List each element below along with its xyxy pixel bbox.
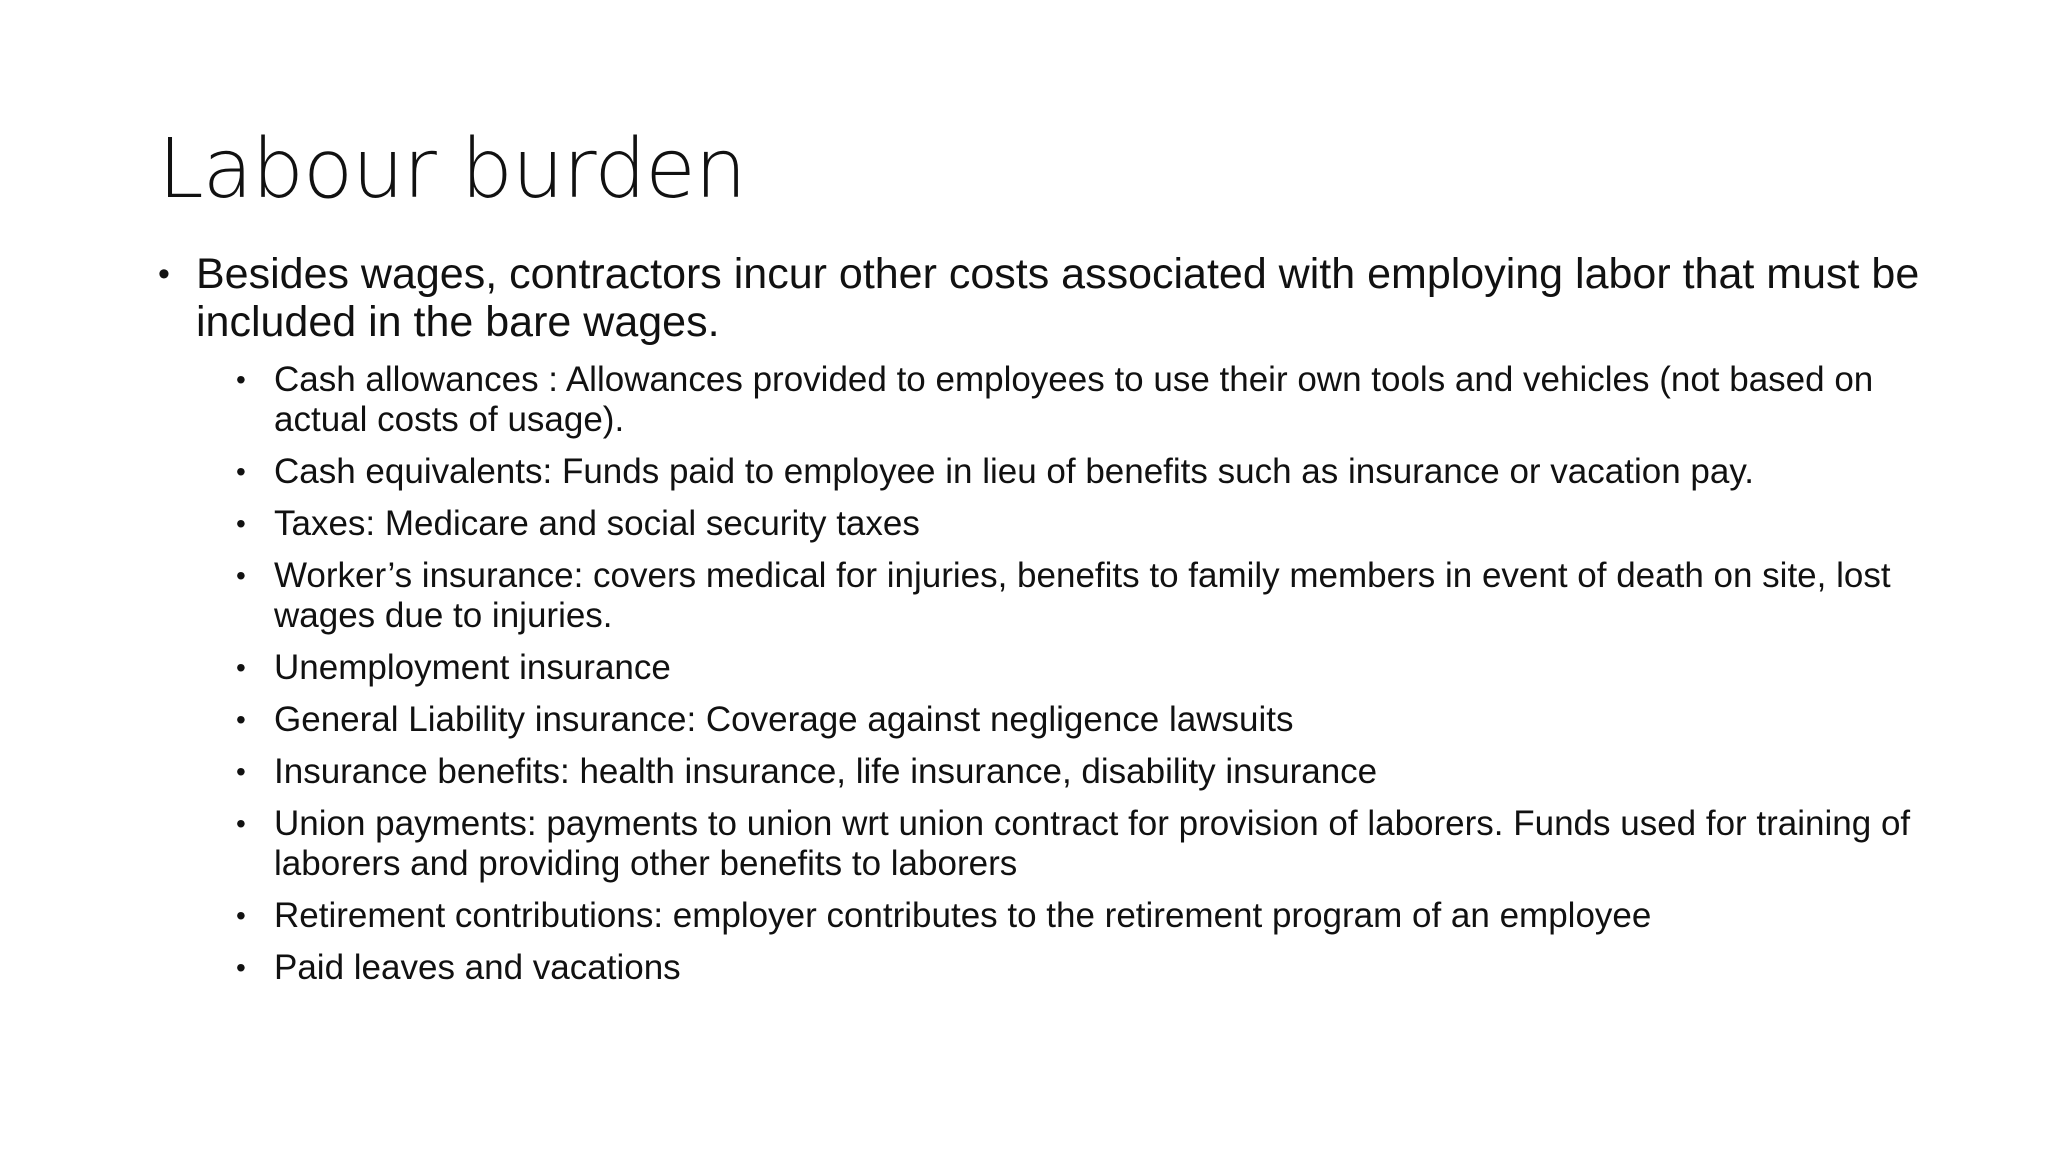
bullet-icon: • (236, 652, 246, 683)
slide-content (158, 250, 1968, 1000)
bullet-icon: • (236, 756, 246, 787)
slide-title: Labour burden (158, 122, 746, 217)
sub-bullet-item (236, 648, 1968, 688)
main-bullet-text: Besides wages, contractors incur other costs associated with employing labor that must be included in the bare wages. (196, 250, 1920, 346)
sub-bullet-text: Worker’s insurance: covers medical for injuries, benefits to family members in event of death on site, lost wages due to injuries. (274, 556, 1891, 635)
bullet-icon: • (236, 952, 246, 983)
sub-bullet-item (236, 804, 1968, 884)
sub-bullet-item (236, 752, 1968, 792)
sub-bullet-text: Insurance benefits: health insurance, life insurance, disability insurance (274, 752, 1378, 791)
bullet-icon: • (236, 900, 246, 931)
sub-bullet-text: General Liability insurance: Coverage against negligence lawsuits (274, 700, 1294, 739)
sub-bullet-text: Paid leaves and vacations (274, 948, 681, 987)
sub-bullet-item (236, 452, 1968, 492)
bullet-icon: • (236, 508, 246, 539)
sub-bullet-item (236, 360, 1968, 440)
bullet-icon: • (236, 704, 246, 735)
sub-bullet-text: Unemployment insurance (274, 648, 671, 687)
sub-bullet-item (236, 948, 1968, 988)
sub-bullet-item (236, 556, 1968, 636)
sub-bullet-text: Taxes: Medicare and social security taxes (274, 504, 920, 543)
sub-bullet-text: Cash allowances : Allowances provided to employees to use their own tools and vehicles (not based on actual costs of usage). (274, 360, 1874, 439)
sub-bullet-item (236, 700, 1968, 740)
sub-bullet-item (236, 896, 1968, 936)
sub-bullet-item (236, 504, 1968, 544)
bullet-icon: • (236, 808, 246, 839)
sub-bullet-text: Union payments: payments to union wrt union contract for provision of laborers. Funds used for training of laborers and providing other benefits to laborers (274, 804, 1911, 883)
bullet-icon: • (236, 364, 246, 395)
main-bullet-point (158, 250, 1968, 346)
sub-bullet-list (158, 360, 1968, 988)
bullet-icon: • (236, 456, 246, 487)
sub-bullet-text: Cash equivalents: Funds paid to employee in lieu of benefits such as insurance or vacation pay. (274, 452, 1754, 491)
bullet-icon: • (236, 560, 246, 591)
sub-bullet-text: Retirement contributions: employer contributes to the retirement program of an employee (274, 896, 1652, 935)
bullet-icon: • (158, 255, 170, 293)
